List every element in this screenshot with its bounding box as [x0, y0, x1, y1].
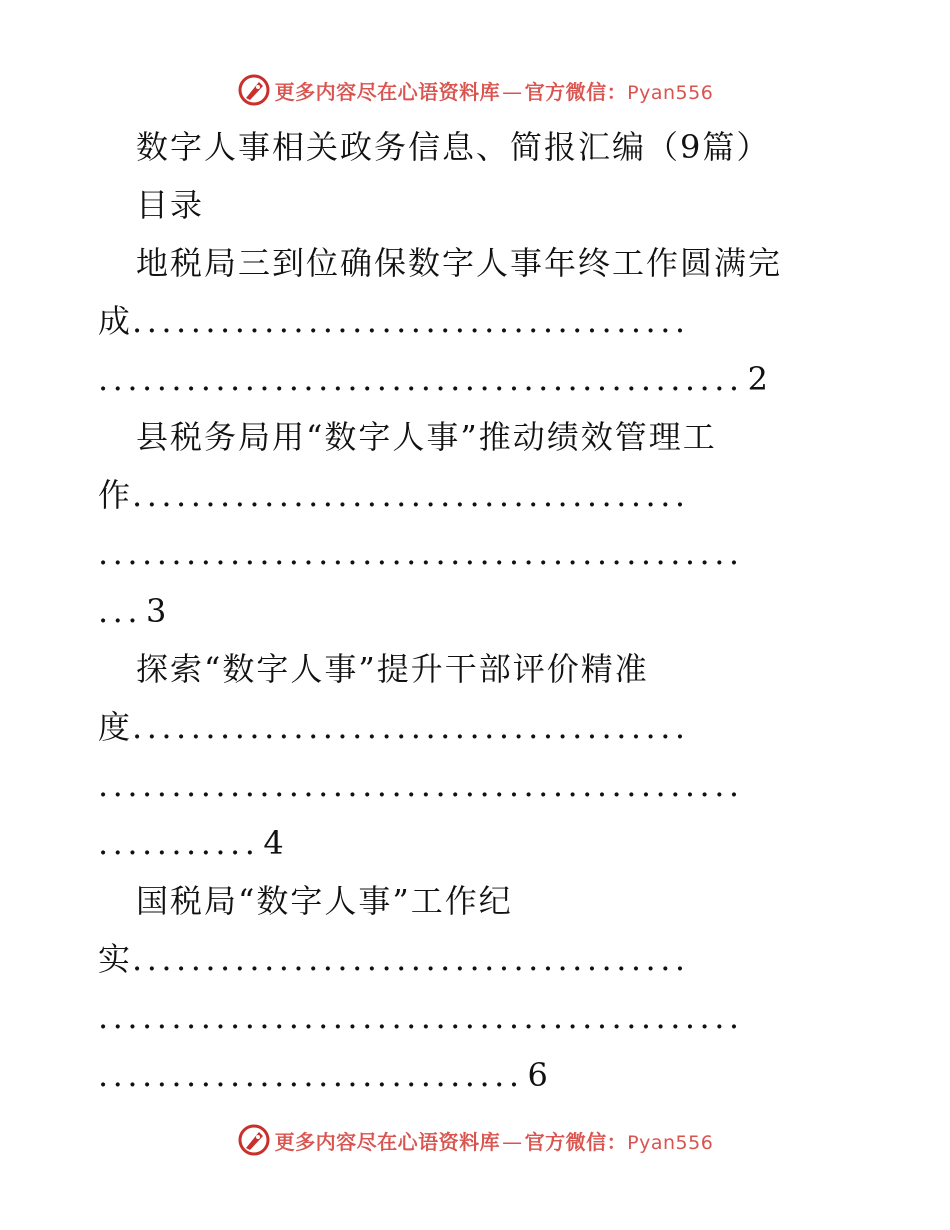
toc-dot-leader: ............................. — [98, 1056, 524, 1094]
toc-dot-leader: ...................................... — [132, 708, 690, 746]
banner-text: 更多内容尽在心语资料库 — [274, 1129, 501, 1154]
footer-watermark-banner — [0, 1120, 950, 1160]
banner-separator: — — [502, 79, 523, 104]
document-title: 数字人事相关政务信息、简报汇编（9篇） — [136, 128, 771, 166]
toc-entry-leader — [98, 988, 848, 1046]
banner-wechat-label: 官方微信： — [524, 1129, 628, 1154]
toc-page-number: 6 — [527, 1056, 548, 1094]
toc-dot-leader: ............................................ — [98, 534, 744, 572]
toc-dot-leader: ............................................ — [98, 766, 744, 804]
toc-entry-leader — [98, 292, 848, 350]
toc-dot-leader: ........... — [98, 824, 260, 862]
banner-wechat-label: 官方微信： — [524, 79, 628, 104]
toc-entry-title-end: 度 — [98, 708, 133, 746]
toc-entry-title: 县税务局用“数字人事”推动绩效管理工 — [136, 418, 717, 456]
toc-entry-title-end: 成 — [98, 302, 133, 340]
toc-dot-leader: ...................................... — [132, 302, 690, 340]
toc-entry-title-end: 实 — [98, 940, 133, 978]
toc-dot-leader: ............................................ — [98, 998, 744, 1036]
toc-entry-title: 地税局三到位确保数字人事年终工作圆满完 — [136, 244, 783, 282]
toc-page-number: 3 — [146, 592, 167, 630]
toc-entry-leader — [98, 524, 848, 582]
toc-entry-leader — [98, 1046, 848, 1104]
toc-dot-leader: ............................................ — [98, 360, 744, 398]
pen-nib-logo-icon — [237, 1123, 271, 1157]
toc-heading: 目录 — [136, 186, 205, 224]
banner-text: 更多内容尽在心语资料库 — [274, 79, 501, 104]
toc-entry-leader — [98, 698, 848, 756]
document-body — [98, 118, 848, 1104]
toc-entry-title: 国税局“数字人事”工作纪 — [136, 882, 513, 920]
toc-entry-leader — [98, 930, 848, 988]
toc-entry-leader — [98, 814, 848, 872]
toc-entry-leader — [98, 756, 848, 814]
banner-separator: — — [502, 1129, 523, 1154]
toc-dot-leader: ... — [98, 592, 143, 630]
banner-wechat-id: Pyan556 — [627, 1131, 714, 1154]
header-watermark-banner — [0, 70, 950, 110]
pen-nib-logo-icon — [237, 73, 271, 107]
toc-page-number: 4 — [263, 824, 284, 862]
toc-entry-leader — [98, 350, 848, 408]
toc-entry-leader — [98, 582, 848, 640]
toc-entry-title: 探索“数字人事”提升干部评价精准 — [136, 650, 649, 688]
toc-dot-leader: ...................................... — [132, 476, 690, 514]
toc-entry-leader — [98, 466, 848, 524]
toc-page-number: 2 — [747, 360, 768, 398]
toc-entry-title-end: 作 — [98, 476, 133, 514]
banner-wechat-id: Pyan556 — [627, 81, 714, 104]
toc-dot-leader: ...................................... — [132, 940, 690, 978]
